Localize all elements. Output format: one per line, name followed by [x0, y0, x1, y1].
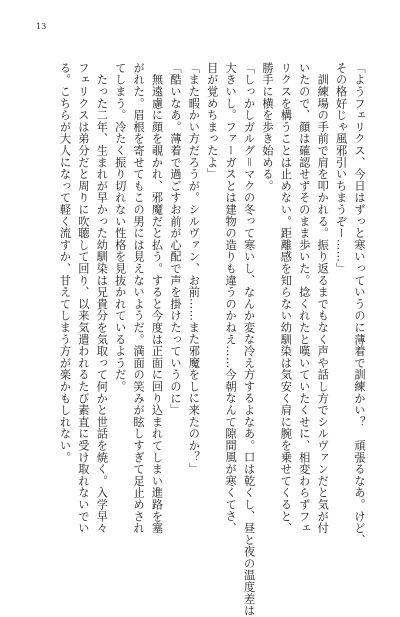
text-line: 「また暇かい方だろうが。シルヴァン、お前……また邪魔をしに来たのか？」: [187, 62, 201, 475]
text-line: 訓練場の手前で肩を叩かれる。振り返るまでもなく声や話し方でシルヴァンだと気が付: [316, 62, 330, 534]
text-line: てしまう。冷たく振り切れない性格を見抜かれているようだ。: [113, 62, 127, 393]
page-number: 13: [36, 22, 47, 31]
text-line: リクスを構うことは止めない。距離感を知らない幼馴染は気安く肩に腕を乗せてくると、: [279, 62, 293, 534]
text-line: いたので、顔は確認せずそのまま歩いた。捻くれたと嘆いていたくせに、相変わらずフェ: [297, 62, 311, 534]
text-line: たった二年、生まれが早かった幼馴染は兄貴分を気取って何かと世話を焼く。入学早々: [95, 62, 109, 534]
text-line: 目が覚めちまったよ」: [205, 62, 219, 180]
text-line: 無遠慮に顔を覗かれ、邪魔だと払う。すると今度は正面に回り込まれてしまい進路を塞: [150, 62, 164, 534]
text-line: る。こちらが大人になって軽く流すか、甘えてしまう方が楽かもしれない。: [58, 62, 72, 464]
text-line: がれた。眉根を寄せてもこの男には見えないようだ。満面の笑みが眩しすぎて足止めされ: [132, 62, 146, 534]
text-line: その格好じゃ風邪引いちまうぞー……」: [334, 62, 348, 275]
text-line: 「ようフェリクス、今日はずっと寒いっていうのに薄着で訓練かい？ 頑張るなあ。けど、: [353, 62, 366, 546]
text-line: 大きいし。ファーガスとは建物の造りも違うのかねえ……今朝なんて隙間風が寒くてさ、: [224, 62, 238, 534]
text-line: 「酷いなあ。薄着で過ごすお前が心配で声を掛けたっていうのに」: [168, 62, 182, 416]
text-line: 勝手に横を歩き始める。: [260, 62, 274, 192]
text-line: 「しっかしガルグ＝マクの冬って寒いし、なんか変な冷え方するよなあ。口は乾くし、昼と夜の温度差は: [242, 62, 256, 617]
novel-text-body: [55, 62, 368, 617]
text-line: フェリクスは弟分だと周りに吹聴して回り、以来気遣われるたび素直に受け取れないでい: [76, 62, 90, 534]
